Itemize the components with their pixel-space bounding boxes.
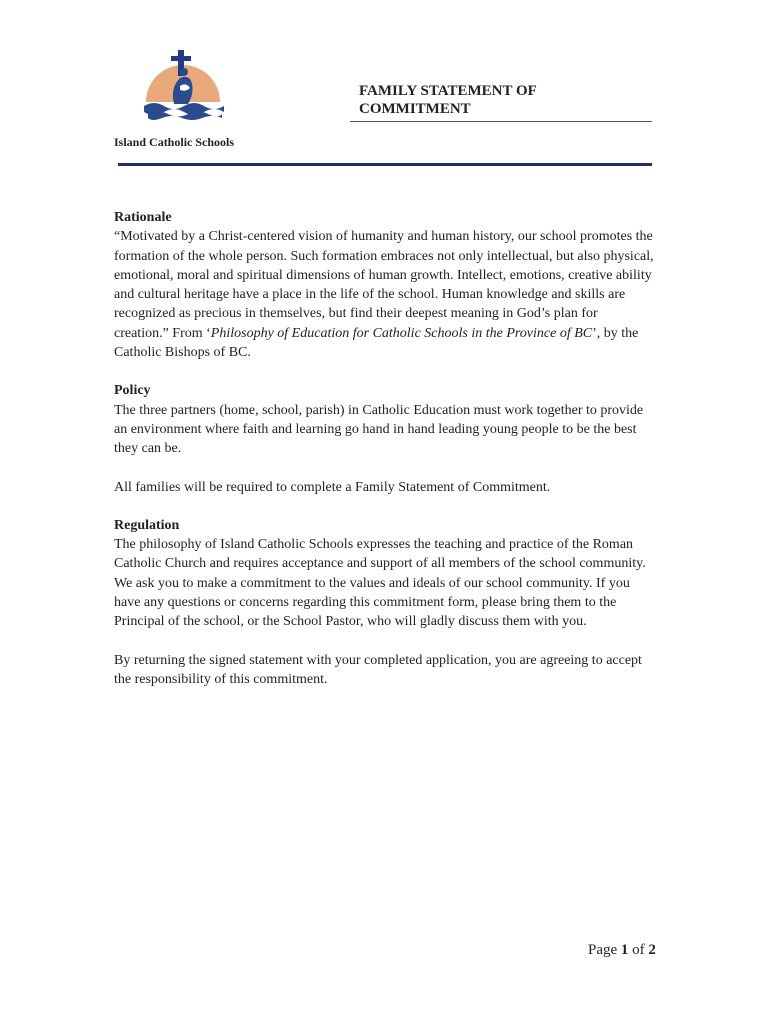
- rationale-source-tail: ’, by the Catholic Bishops of BC.: [114, 325, 639, 361]
- policy-paragraph: The three partners (home, school, parish) in Catholic Education must work together to provide an environment where faith and learning go hand in hand leading young people to be the best they can be.: [114, 402, 644, 457]
- rationale-paragraph: [114, 227, 654, 362]
- policy-heading: Policy: [114, 383, 151, 399]
- title-line-1: FAMILY STATEMENT OF: [359, 83, 537, 99]
- document-body: [114, 208, 654, 689]
- regulation-paragraph: The philosophy of Island Catholic Schools expresses the teaching and practice of the Roman Catholic Church and requires acceptance and support of all members of the school community. We ask you to make a commitment to the values and ideals of our school community. If you have any questions or concerns regarding this commitment form, please bring them to the Principal of the school, or the School Pastor, who will gladly discuss them with you.: [114, 537, 646, 630]
- rationale-text: “Motivated by a Christ-centered vision of humanity and human history, our school promotes the formation of the whole person. Such formation embraces not only intellectual, but also physical, emotional, moral and spiritual dimensions of human growth. Intellect, emotions, creative ability and cultural heritage have a place in the life of the school. Human knowledge and skills are recognized as precious in themselves, but find their deepest meaning in God’s plan for creation.” From ‘: [114, 229, 654, 341]
- rationale-heading: Rationale: [114, 210, 172, 225]
- page-total: 2: [648, 942, 656, 958]
- of-word: of: [632, 942, 645, 958]
- page-current: 1: [620, 942, 629, 958]
- title-line-2: COMMITMENT: [359, 101, 471, 117]
- organization-name: Island Catholic Schools: [114, 135, 235, 149]
- cross-dove-sun-logo-icon: [140, 48, 226, 124]
- page-number: [588, 942, 656, 959]
- page-word: Page: [588, 942, 618, 958]
- agreement-paragraph: By returning the signed statement with your completed application, you are agreeing to accept the responsibility of this commitment.: [114, 652, 642, 687]
- policy-requirement: All families will be required to complete a Family Statement of Commitment.: [114, 479, 551, 495]
- regulation-heading: Regulation: [114, 517, 180, 533]
- header-divider: [118, 163, 652, 166]
- document-title: [350, 82, 652, 122]
- rationale-source-title: Philosophy of Education for Catholic Schools in the Province of BC: [210, 325, 593, 341]
